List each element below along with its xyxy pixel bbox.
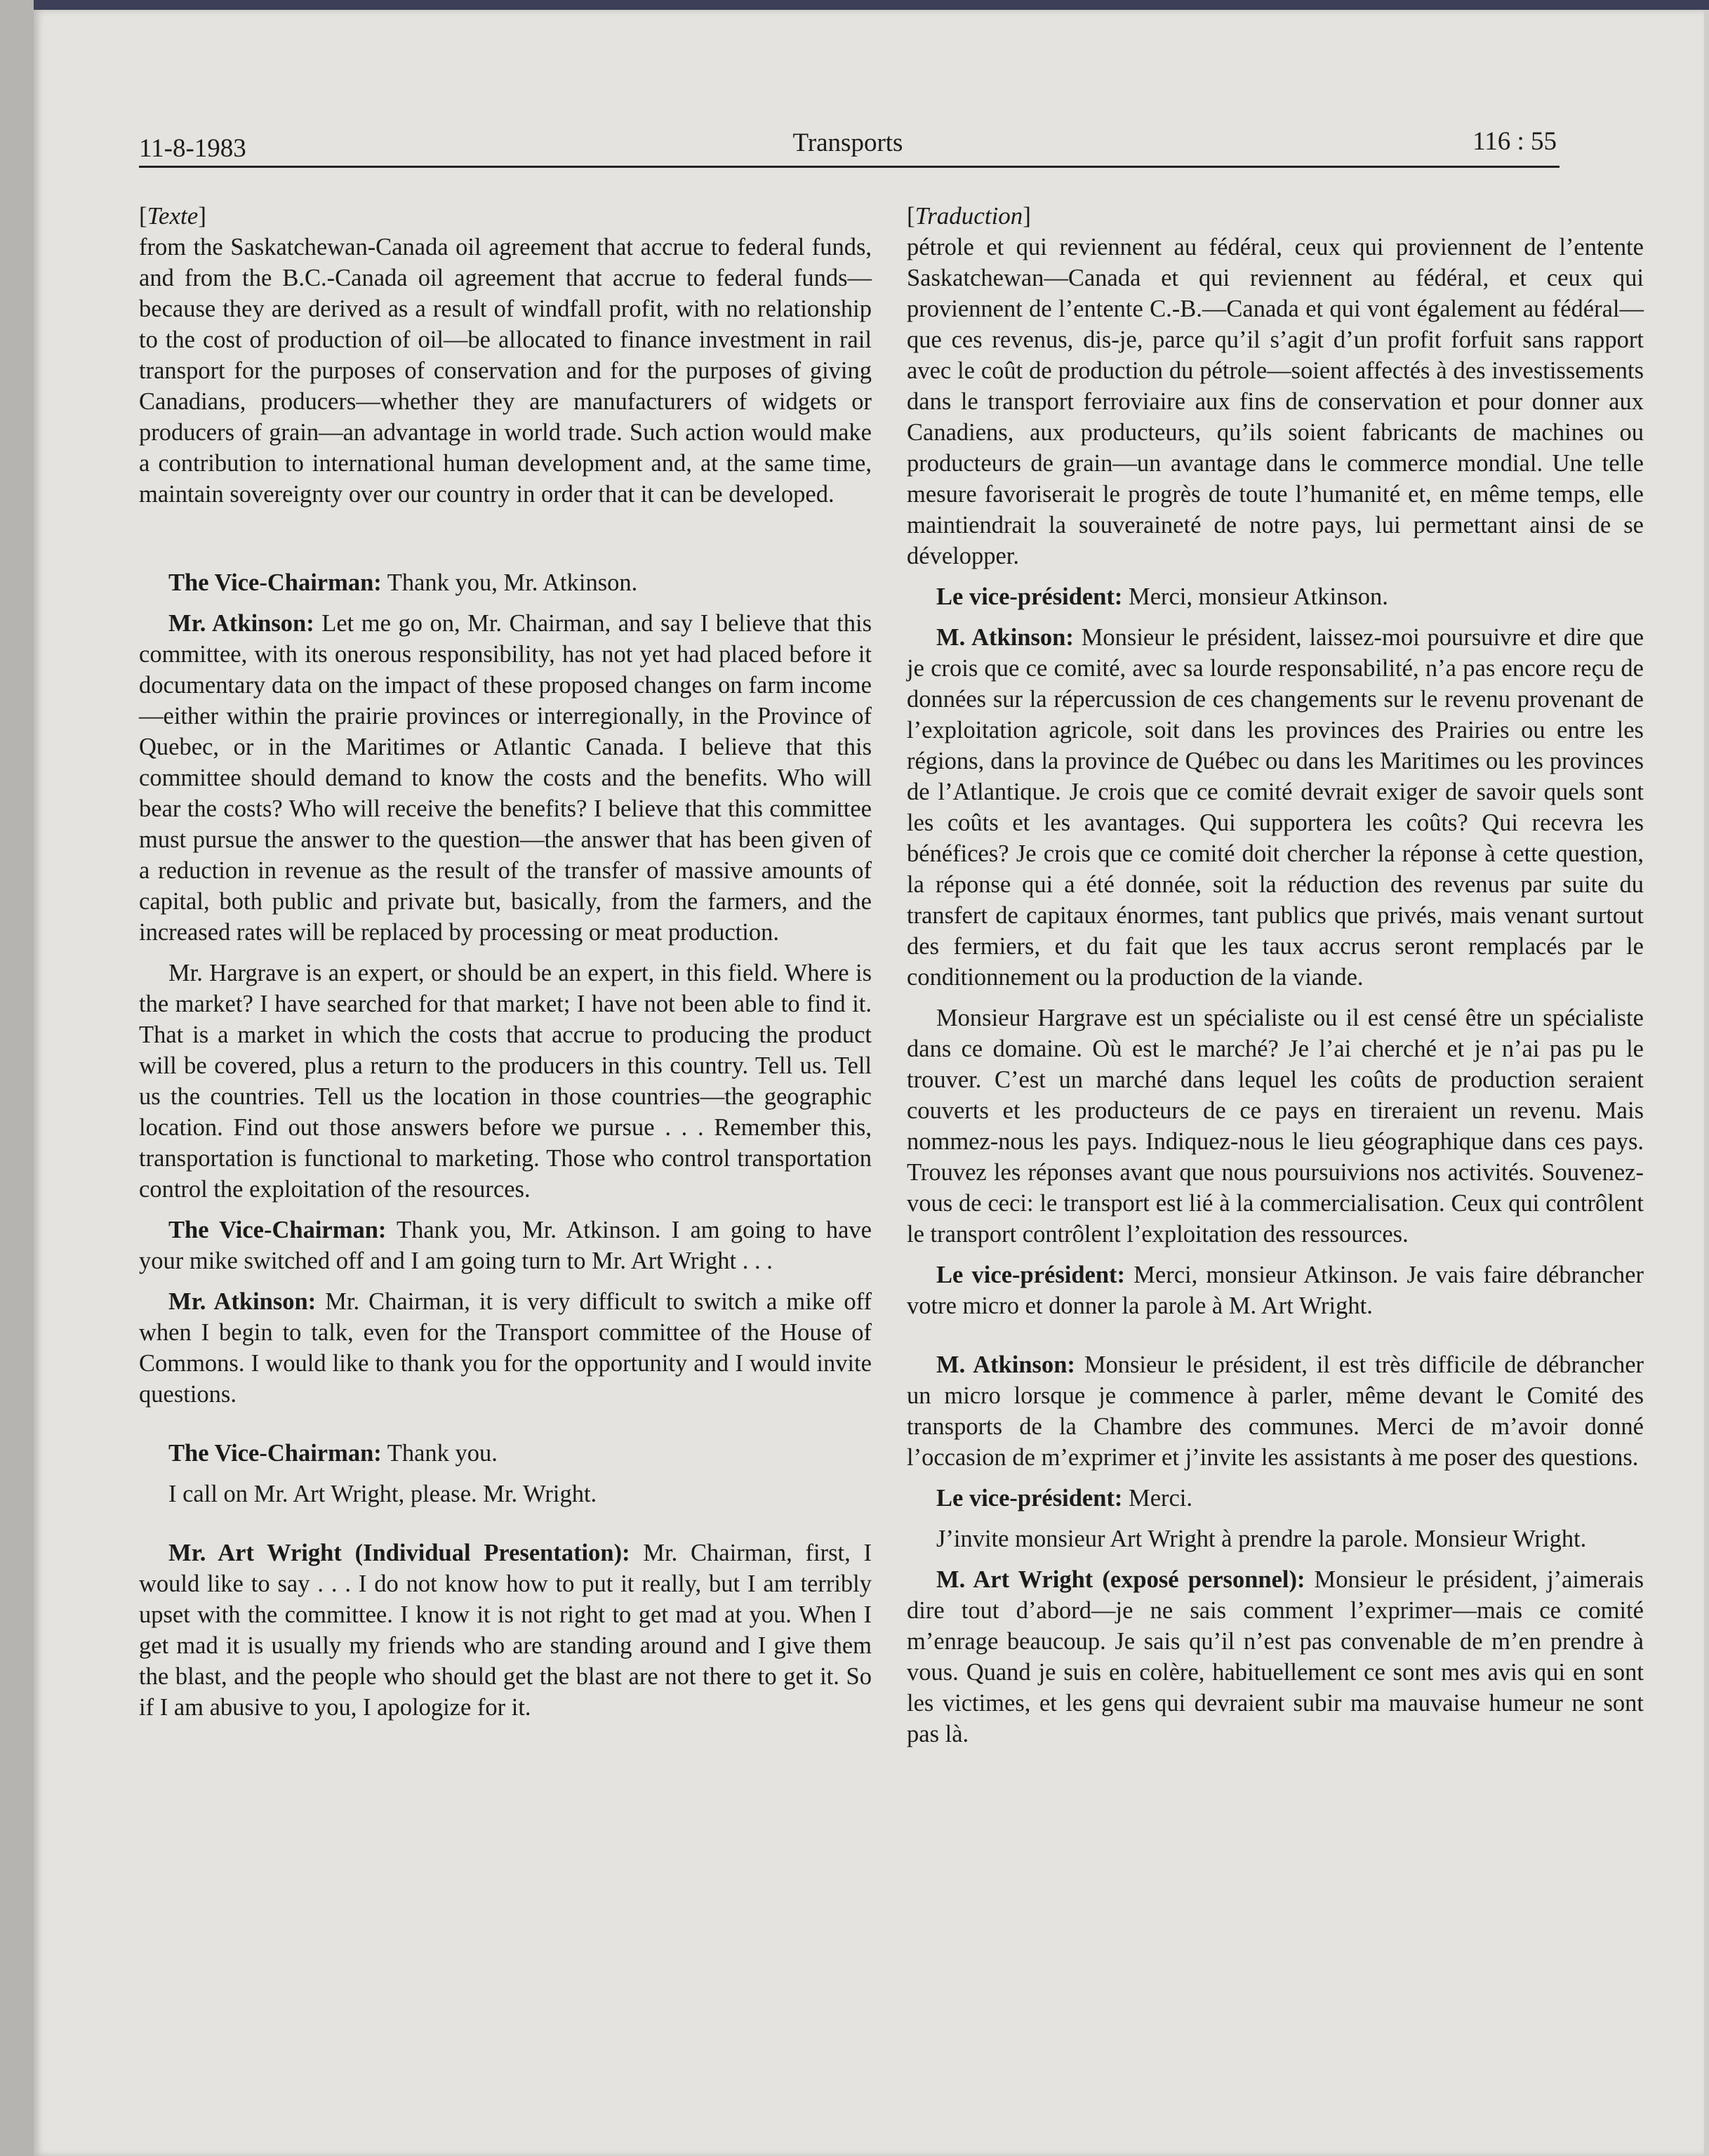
header-rule [139,166,1560,168]
speech-text: Thank you, Mr. Atkinson. I am going to have your mike switched off and I am going turn to Mr. Art Wright . . . [139,1217,872,1274]
paragraph-5 [139,1215,872,1276]
paragraph-4: Mr. Hargrave is an expert, or should be an expert, in this field. Where is the market? I have searched for that market; I have not been able to find it. That is a market in which the costs that accrue to producing the product will be covered, plus a return to the producers in this country. Tell us. Tell us the countries. Tell us the location in those countries—the geographic location. Find out those answers before we pursue . . . Remember this, transportation is functional to marketing. Those who control transportation control the exploitation of the resources. [139,960,872,1203]
paragraph-9 [907,1564,1644,1750]
scan-top-edge [0,0,1709,10]
paragraph-1: pétrole et qui reviennent au fédéral, ceux qui proviennent de l’entente Saskatchewan—Canada et qui reviennent au fédéral, et ceux qui proviennent de l’entente C.-B.—Canada et qui vont également au fédéral—que ces revenus, dis-je, parce qu’il s’agit d’un profit forfuit sans rapport avec le coût de production du pétrole—soient affectés à des investissements dans le transport ferroviaire aux fins de conservation et pour donner aux Canadiens, aux producteurs, qu’ils soient fabricants de machines ou producteurs de grain—un avantage dans le commerce mondial. Une telle mesure favoriserait le progrès de toute l’humanité et, en même temps, elle maintiendrait la souveraineté de notre pays, lui permettant ainsi de se développer. [907,234,1644,569]
tag-label: Texte [147,202,199,230]
paragraph-5 [907,1259,1644,1321]
speaker-label: M. Art Wright (exposé personnel): [936,1566,1305,1593]
speech-text: Thank you. [381,1440,498,1467]
paragraph-1: from the Saskatchewan-Canada oil agreement that accrue to federal funds, and from the B.C.-Canada oil agreement that accrue to federal funds—because they are derived as a result of windfall profit, with no relationship to the cost of production of oil—be allocated to finance investment in rail transport for the purposes of conservation and for the purposes of giving Canadians, producers—whether they are manufacturers of widgets or producers of grain—an advantage in world trade. Such action would make a contribution to international human development and, at the same time, maintain sovereignty over our country in order that it can be developed. [139,234,872,508]
speech-text: Monsieur le président, j’aimerais dire tout d’abord—je ne sais comment l’exprimer—mais ce comité m’enrage beaucoup. Je sais qu’il n’est pas convenable de m’en prendre à vous. Quand je suis en colère, habituellement ce sont mes avis qui en sont les victimes, et les gens qui devraient subir ma mauvaise humeur ne sont pas là. [907,1566,1644,1747]
speaker-label: The Vice-Chairman: [168,569,382,596]
speech-text: Merci, monsieur Atkinson. Je vais faire débrancher votre micro et donner la parole à M. Art Wright. [907,1262,1644,1319]
speech-text: Monsieur le président, il est très difficile de débrancher un micro lorsque je commence à parler, même devant le Comité des transports de la Chambre des communes. Merci de m’avoir donné l’occasion de m’exprimer et j’invite les assistants à me poser des questions. [907,1351,1644,1471]
header-title: Transports [792,128,903,157]
paragraph-8: I call on Mr. Art Wright, please. Mr. Wright. [168,1481,597,1507]
french-column [907,201,1644,1750]
speaker-label: Le vice-président: [936,1262,1125,1288]
paragraph-2 [139,567,872,598]
header-date: 11-8-1983 [139,134,246,163]
speech-text: Monsieur le président, laissez-moi poursuivre et dire que je crois que ce comité, avec sa lourde responsabilité, n’a pas encore reçu de données sur la répercussion de ces changements sur le revenu provenant de l’exploitation agricole, soit dans les provinces des Prairies ou entre les régions, dans la province de Québec ou dans les Maritimes ou les provinces de l’Atlantique. Je crois que ce comité devrait exiger de savoir quels sont les coûts et les avantages. Qui supportera les coûts? Qui recevra les bénéfices? Je crois que ce comité doit chercher la réponse à cette question, la réponse qui a été donnée, soit la réduction des revenus par suite du transfert de capitaux énormes, tant publics que privés, mais venant surtout des fermiers, et du fait que les taux accrus seront remplacés par le conditionnement ou la production de la viande. [907,624,1644,991]
speech-text: Let me go on, Mr. Chairman, and say I believe that this committee, with its onerous responsibility, has not yet had placed before it documentary data on the impact of these proposed changes on farm income—either within the prairie provinces or interregionally, in the Province of Quebec, or in the Maritimes or Atlantic Canada. I believe that this committee should demand to know the costs and the benefits. Who will bear the costs? Who will receive the benefits? I believe that this committee must pursue the answer to the question—the answer that has been given of a reduction in revenue as the result of the transfer of massive amounts of capital, both public and private but, basically, from the farmers, and the increased rates will be replaced by processing or meat production. [139,610,872,946]
paragraph-3 [907,622,1644,993]
scan-left-edge [0,0,34,2156]
english-column [139,201,872,1723]
paragraph-6 [139,1286,872,1410]
paragraph-3 [139,608,872,948]
paragraph-7 [139,1438,872,1469]
speaker-label: Le vice-président: [936,1485,1123,1512]
speaker-label: Le vice-président: [936,583,1123,610]
speech-text: Mr. Chairman, it is very difficult to switch a mike off when I begin to talk, even for the Transport committee of the House of Commons. I would like to thank you for the opportunity and I would invite questions. [139,1288,872,1408]
paragraph-6 [907,1349,1644,1473]
speaker-label: M. Atkinson: [936,1351,1075,1378]
column-tag-traduction: [Traduction] [907,202,1031,230]
speaker-label: M. Atkinson: [936,624,1074,651]
speaker-label: The Vice-Chairman: [168,1440,382,1467]
speech-text: Merci, monsieur Atkinson. [1122,583,1388,610]
speaker-label: Mr. Art Wright (Individual Presentation): [168,1540,630,1566]
tag-label: Traduction [915,202,1023,230]
speaker-label: Mr. Atkinson: [168,1288,317,1315]
speech-text: Merci. [1122,1485,1193,1512]
header-page-number: 116 : 55 [1472,127,1557,156]
paragraph-9 [139,1537,872,1723]
paragraph-8: J’invite monsieur Art Wright à prendre la parole. Monsieur Wright. [936,1526,1587,1552]
speaker-label: The Vice-Chairman: [168,1217,387,1243]
column-tag-texte: [Texte] [139,202,206,230]
speaker-label: Mr. Atkinson: [168,610,314,637]
speech-text: Mr. Chairman, first, I would like to say . . . I do not know how to put it really, but I am terribly upset with the committee. I know it is not right to get mad at you. When I get mad it is usually my friends who are standing around and I give them the blast, and the people who should get the blast are not there to get it. So if I am abusive to you, I apologize for it. [139,1540,872,1721]
running-header [139,126,1557,166]
speech-text: Thank you, Mr. Atkinson. [381,569,638,596]
paragraph-7 [907,1483,1644,1514]
paragraph-4: Monsieur Hargrave est un spécialiste ou il est censé être un spécialiste dans ce domaine. Où est le marché? Je l’ai cherché et je n’ai pas pu le trouver. C’est un marché dans lequel les coûts de production seraient couverts et les producteurs de ce pays en tireraient un revenu. Mais nommez-nous les pays. Indiquez-nous le lieu géographique dans ces pays. Trouvez les réponses avant que nous poursuivions nos activités. Souvenez-vous de ceci: le transport est lié à la commercialisation. Ceux qui contrôlent le transport contrôlent l’exploitation des ressources. [907,1005,1644,1248]
paragraph-2 [907,581,1644,612]
